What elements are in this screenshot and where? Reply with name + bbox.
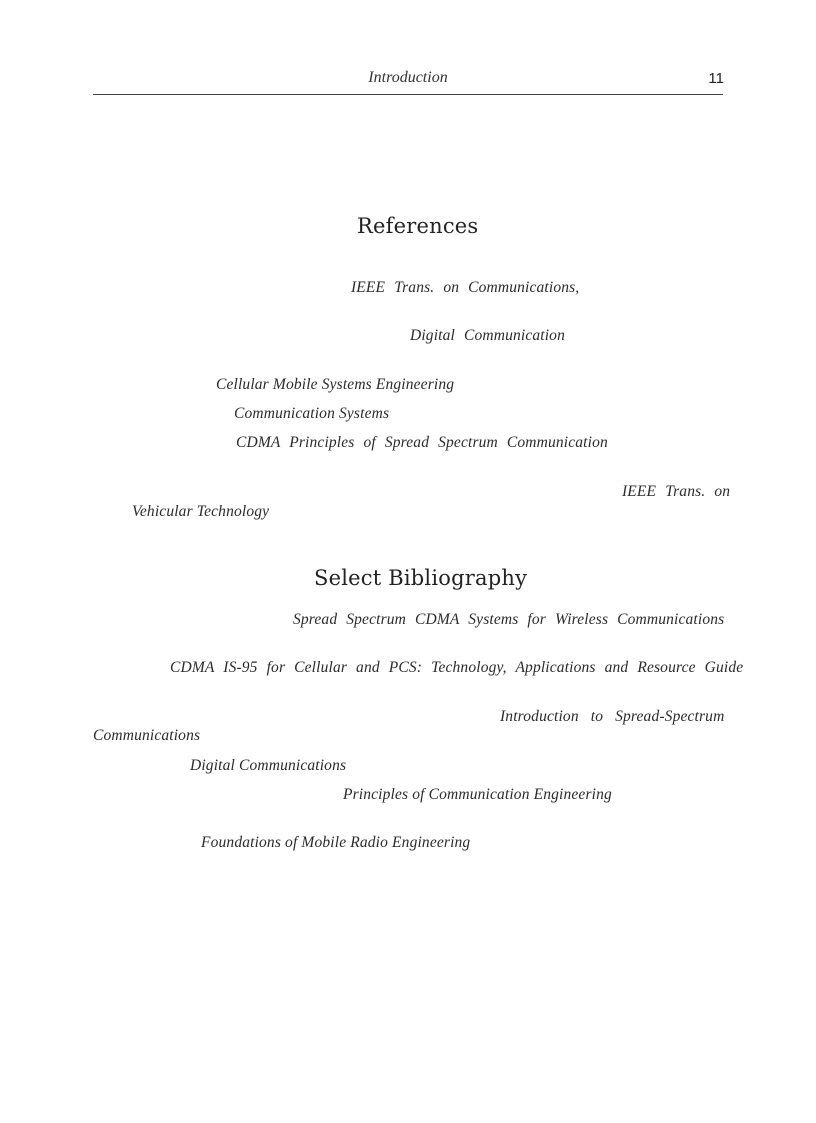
bibliography-item: Introduction to Spread-Spectrum	[500, 708, 725, 725]
bibliography-item: Principles of Communication Engineering	[343, 786, 612, 803]
reference-item: Digital Communication	[410, 327, 565, 344]
reference-item: Vehicular Technology	[132, 503, 270, 520]
bibliography-item: Digital Communications	[190, 757, 347, 774]
bibliography-item: CDMA IS-95 for Cellular and PCS: Technology, Applications and Resource Guide	[170, 659, 744, 676]
page-number: 11	[708, 70, 724, 87]
reference-item: IEEE Trans. on	[622, 483, 731, 500]
running-header-title: Introduction	[368, 69, 448, 86]
header-rule	[93, 94, 723, 95]
reference-item: Communication Systems	[234, 405, 390, 422]
bibliography-item: Spread Spectrum CDMA Systems for Wireless Communications	[293, 611, 725, 628]
bibliography-item: Communications	[93, 727, 201, 744]
references-heading: References	[357, 214, 479, 238]
reference-item: Cellular Mobile Systems Engineering	[216, 376, 455, 393]
reference-item: CDMA Principles of Spread Spectrum Communication	[236, 434, 608, 451]
reference-item: IEEE Trans. on Communications,	[351, 279, 580, 296]
bibliography-heading: Select Bibliography	[314, 566, 528, 590]
bibliography-item: Foundations of Mobile Radio Engineering	[201, 834, 471, 851]
